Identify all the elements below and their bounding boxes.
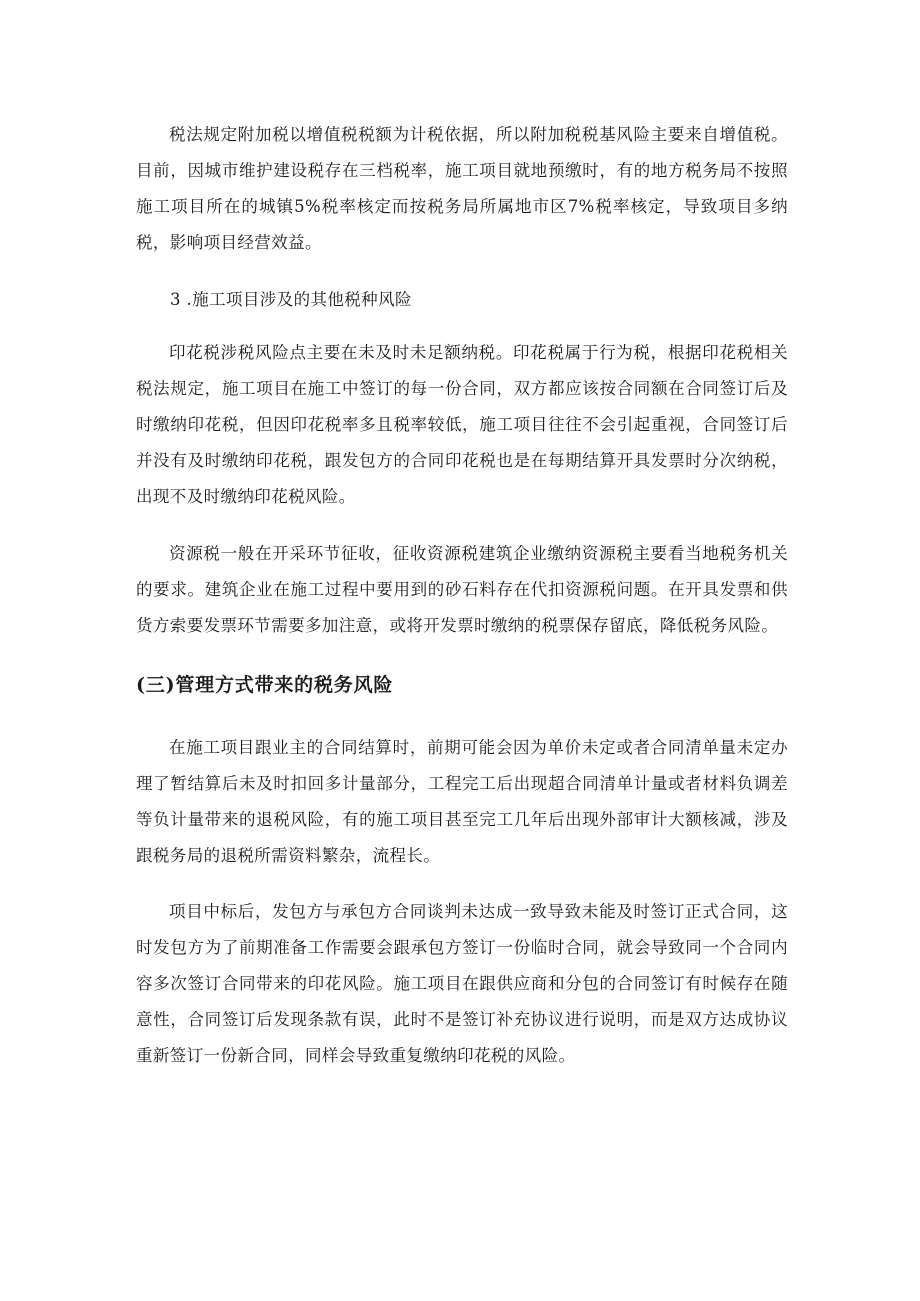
section-heading-management-risk: (三)管理方式带来的税务风险 — [136, 674, 394, 696]
subheading-other-tax-risks: 3 .施工项目涉及的其他税种风险 — [170, 290, 412, 309]
paragraph-surcharge-tax-risk: 税法规定附加税以增值税税额为计税依据，所以附加税税基风险主要来自增值税。目前，因城市维护建设税存在三档税率，施工项目就地预缴时，有的地方税务局不按照施工项目所在的城镇5%税率核定而按税务局所属地市区7%税率核定，导致项目多纳税，影响项目经营效益。 — [136, 125, 788, 252]
paragraph-stamp-tax-risk: 印花税涉税风险点主要在未及时未足额纳税。印花税属于行为税，根据印花税相关税法规定，施工项目在施工中签订的每一份合同，双方都应该按合同额在合同签订后及时缴纳印花税，但因印花税率多且税率较低，施工项目往往不会引起重视，合同签订后并没有及时缴纳印花税，跟发包方的合同印花税也是在每期结算开具发票时分次纳税，出现不及时缴纳印花税风险。 — [136, 343, 788, 506]
paragraph-contract-stamp-risk: 项目中标后，发包方与承包方合同谈判未达成一致导致未能及时签订正式合同，这时发包方为了前期准备工作需要会跟承包方签订一份临时合同，就会导致同一个合同内容多次签订合同带来的印花风险。施工项目在跟供应商和分包的合同签订有时候存在随意性，合同签订后发现条款有误，此时不是签订补充协议进行说明，而是双方达成协议重新签订一份新合同，同样会导致重复缴纳印花税的风险。 — [136, 902, 788, 1065]
paragraph-settlement-refund-risk: 在施工项目跟业主的合同结算时，前期可能会因为单价未定或者合同清单量未定办理了暂结算后未及时扣回多计量部分，工程完工后出现超合同清单计量或者材料负调差等负计量带来的退税风险，有的施工项目甚至完工几年后出现外部审计大额核减，涉及跟税务局的退税所需资料繁杂，流程长。 — [136, 738, 788, 865]
paragraph-resource-tax-risk: 资源税一般在开采环节征收，征收资源税建筑企业缴纳资源税主要看当地税务机关的要求。建筑企业在施工过程中要用到的砂石料存在代扣资源税问题。在开具发票和供货方索要发票环节需要多加注意，或将开发票时缴纳的税票保存留底，降低税务风险。 — [136, 544, 788, 635]
